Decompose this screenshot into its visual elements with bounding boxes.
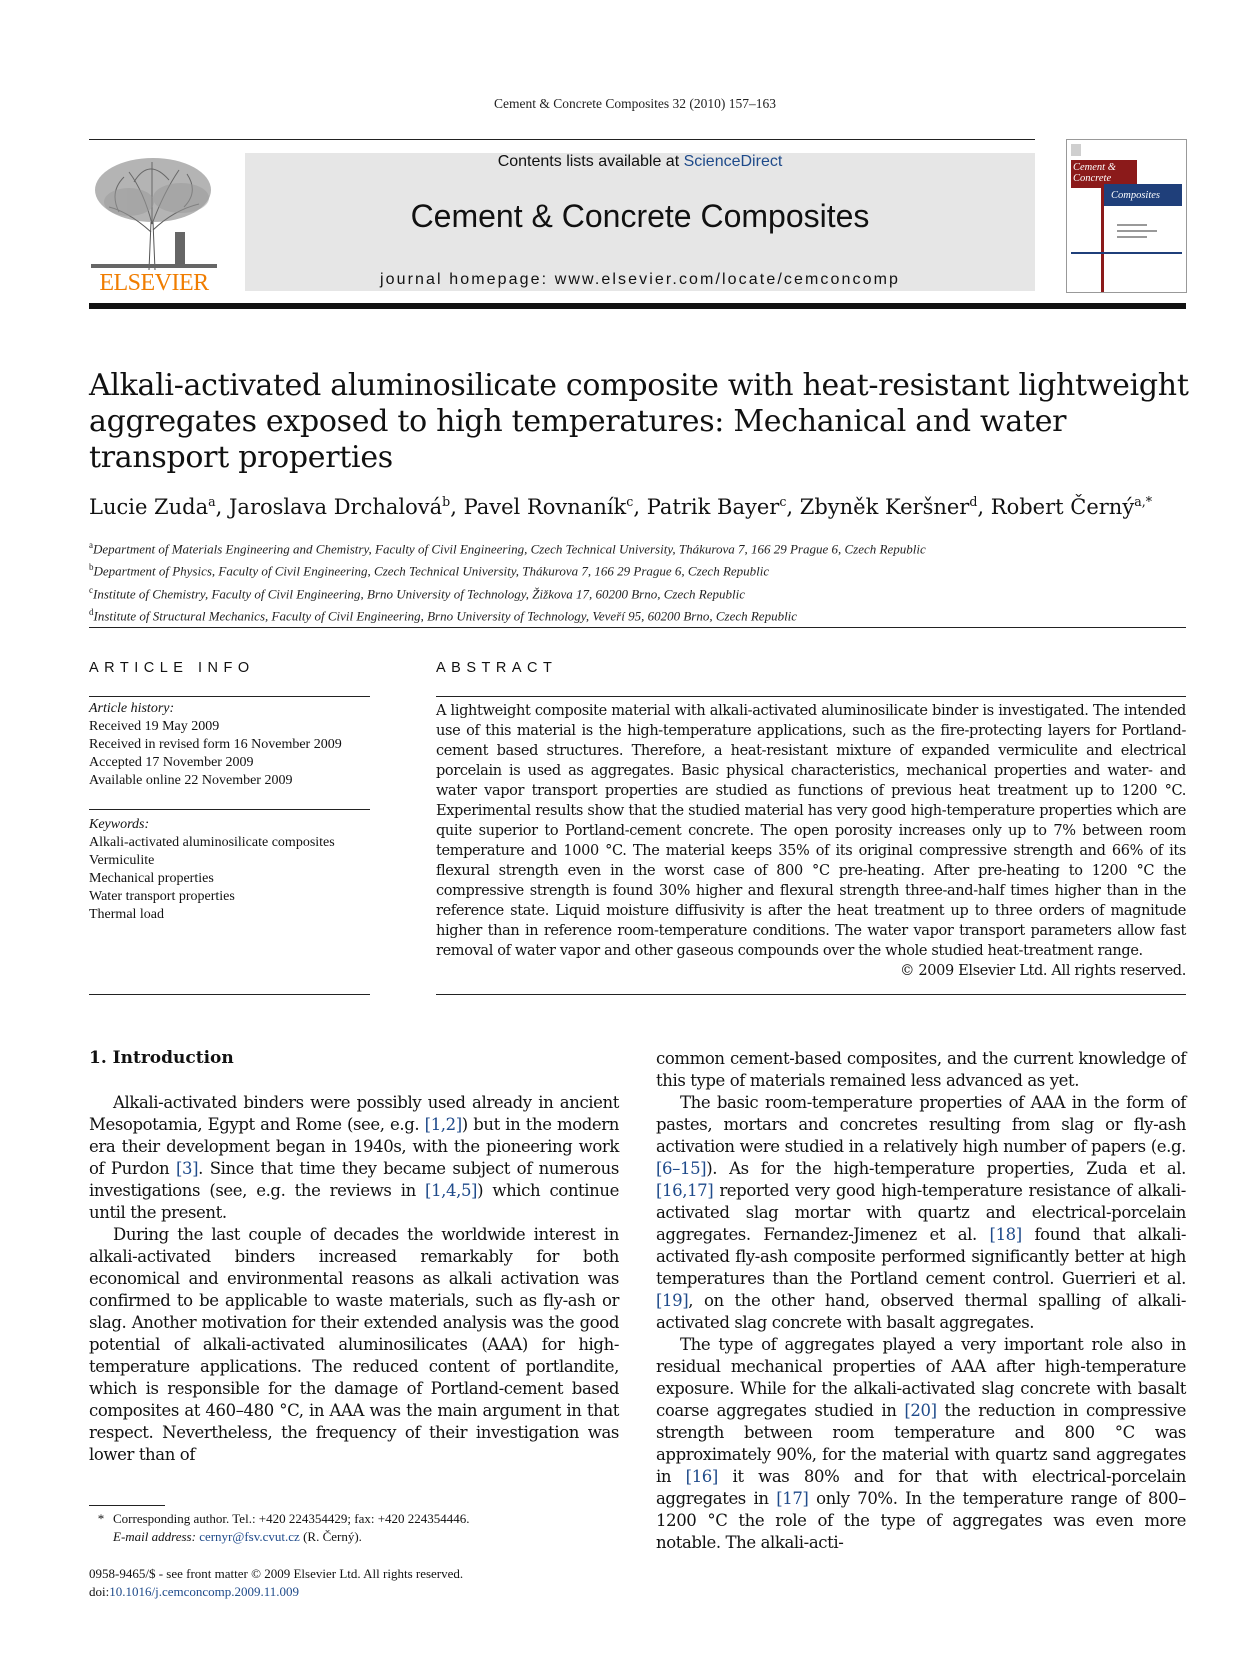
- reference-link[interactable]: [1,4,5]: [425, 1181, 478, 1200]
- article-info-heading: ARTICLE INFO: [89, 660, 255, 676]
- history-label: Article history:: [89, 701, 175, 716]
- article-title: Alkali-activated aluminosilicate composite with heat-resistant lightweight aggregates exposed to high temperatures: Mechanical and water transport properties: [89, 368, 1189, 475]
- journal-name: Cement & Concrete Composites: [410, 198, 870, 234]
- abstract-copyright: © 2009 Elsevier Ltd. All rights reserved.: [900, 963, 1186, 979]
- page-footer: [89, 1565, 649, 1601]
- keyword: Mechanical properties: [89, 871, 214, 886]
- journal-homepage-link[interactable]: journal homepage: www.elsevier.com/locate/cemconcomp: [379, 271, 901, 288]
- section-heading-introduction: 1. Introduction: [89, 1048, 234, 1068]
- affiliation: $^a$Department of Materials Engineering and Chemistry, Faculty of Civil Engineering, Czech Technical University, Thákurova 7, 166 29 Prague 6, Czech Republic: [89, 540, 926, 557]
- info-rule: [89, 994, 370, 995]
- history-item: Accepted 17 November 2009: [89, 755, 254, 770]
- affiliation: $^b$Department of Physics, Faculty of Civil Engineering, Czech Technical University, Thákurova 7, 166 29 Prague 6, Czech Republic: [89, 562, 770, 579]
- cover-title-line3: Composites: [1111, 190, 1161, 201]
- author[interactable]: Lucie Zuda$^a$: [89, 494, 216, 519]
- reference-link[interactable]: [19]: [656, 1291, 689, 1310]
- reference-link[interactable]: [20]: [904, 1401, 937, 1420]
- reference-link[interactable]: [6–15]: [656, 1159, 707, 1178]
- tree-icon: [89, 152, 219, 272]
- footnote-rule: [89, 1505, 165, 1506]
- history-item: Received in revised form 16 November 2009: [89, 737, 342, 752]
- affiliation: $^c$Institute of Chemistry, Faculty of Civil Engineering, Brno University of Technology, Žižkova 17, 60200 Brno, Czech Republic: [89, 584, 745, 601]
- reference-link[interactable]: [16]: [685, 1467, 718, 1486]
- keyword: Alkali-activated aluminosilicate composites: [89, 835, 335, 850]
- body-column-right: [656, 1048, 1186, 1554]
- section-rule: [89, 627, 1186, 628]
- author[interactable]: Jaroslava Drchalová$^b$: [229, 494, 451, 519]
- body-column-left: [89, 1092, 619, 1466]
- contents-line: [245, 153, 1035, 171]
- issn-line: 0958-9465/$ - see front matter © 2009 Elsevier Ltd. All rights reserved.: [89, 1566, 464, 1581]
- abstract-rule: [436, 696, 1186, 697]
- paragraph: The type of aggregates played a very important role also in residual mechanical properties of AAA after high-temperature exposure. While for the alkali-activated slag concrete with basalt coarse aggregates studied in [20] the reduction in compressive strength between room temperature and 800 °C was approximately 90%, for the material with quartz sand aggregates in [16] it was 80% and for that with electrical-porcelain aggregates in [17] only 70%. In the temperature range of 800–1200 °C the role of the type of aggregates was even more notable. The alkali-acti-: [656, 1335, 1186, 1552]
- footnote: [89, 1510, 629, 1546]
- keyword: Thermal load: [89, 907, 165, 922]
- keyword: Water transport properties: [89, 889, 235, 904]
- journal-banner: [245, 153, 1035, 291]
- email-link[interactable]: cernyr@fsv.cvut.cz: [199, 1529, 300, 1544]
- author[interactable]: Patrik Bayer$^c$: [646, 494, 787, 519]
- reference-link[interactable]: [16,17]: [656, 1181, 714, 1200]
- reference-link[interactable]: [1,2]: [424, 1115, 462, 1134]
- footnote-corresponding: * Corresponding author. Tel.: +420 224354429; fax: +420 224354446.: [97, 1511, 470, 1526]
- paragraph: The basic room-temperature properties of AAA in the form of pastes, mortars and concretes resulting from slag or fly-ash activation were studied in a relatively high number of papers (e.g. [6–15]). As for the high-temperature properties, Zuda et al. [16,17] reported very good high-temperature resistance of alkali-activated slag mortar with quartz and electrical-porcelain aggregates. Fernandez-Jimenez et al. [18] found that alkali-activated fly-ash composite performed significantly better at high temperatures than the Portland cement control. Guerrieri et al. [19], on the other hand, observed thermal spalling of alkali-activated slag concrete with basalt aggregates.: [656, 1093, 1187, 1332]
- cover-title: [1073, 162, 1116, 184]
- keywords-label: Keywords:: [89, 817, 150, 832]
- history-item: Available online 22 November 2009: [89, 773, 293, 788]
- sciencedirect-link[interactable]: ScienceDirect: [683, 153, 783, 170]
- author[interactable]: Robert Černý$^{a,*}$: [990, 494, 1152, 519]
- footnote-email: E-mail address: cernyr@fsv.cvut.cz (R. Černý).: [113, 1529, 362, 1544]
- keyword: Vermiculite: [89, 853, 155, 868]
- author[interactable]: Pavel Rovnaník$^c$: [463, 494, 634, 519]
- reference-link[interactable]: [18]: [989, 1225, 1022, 1244]
- paragraph: common cement-based composites, and the current knowledge of this type of materials remained less advanced as yet.: [656, 1049, 1186, 1090]
- doi-link[interactable]: 10.1016/j.cemconcomp.2009.11.009: [109, 1584, 300, 1599]
- history-item: Received 19 May 2009: [89, 719, 220, 734]
- reference-link[interactable]: [3]: [175, 1159, 199, 1178]
- affiliation: $^d$Institute of Structural Mechanics, Faculty of Civil Engineering, Brno University of Technology, Veveří 95, 60200 Brno, Czech Republic: [89, 606, 798, 624]
- header-thick-rule: [89, 303, 1186, 309]
- doi-line: doi:10.1016/j.cemconcomp.2009.11.009: [89, 1584, 300, 1599]
- cover-title-line2: Concrete: [1073, 173, 1112, 184]
- cover-title-line1: Cement &: [1073, 162, 1116, 173]
- info-rule: [89, 696, 370, 697]
- reference-link[interactable]: [17]: [776, 1489, 809, 1508]
- keywords: [89, 816, 379, 924]
- author[interactable]: Zbyněk Keršner$^d$: [799, 494, 978, 519]
- abstract-text: A lightweight composite material with alkali-activated aluminosilicate binder is investigated. The intended use of this material is the high-temperature applications, such as the fire-protecting layers for Portland-cement based structures. Therefore, a heat-resistant mixture of expanded vermiculite and electrical porcelain is used as aggregates. Basic physical characteristics, mechanical properties and water- and water vapor transport properties are studied as functions of previous heat treatment up to 1200 °C. Experimental results show that the studied material has very good high-temperature properties which are quite superior to Portland-cement concrete. The open porosity increases only up to 7% between room temperature and 1000 °C. The material keeps 35% of its original compressive strength and 66% of its flexural strength even in the worst case of 800 °C pre-heating. After pre-heating to 1200 °C the compressive strength is found 30% higher and flexural strength three-and-half times higher than in the reference state. Liquid moisture diffusivity is after the heat treatment up to three orders of magnitude higher than in reference room-temperature conditions. The water vapor transport parameters allow fast removal of water vapor and other gaseous compounds over the whole studied heat-treatment range.: [436, 703, 1186, 959]
- contents-prefix: Contents lists available at: [497, 153, 684, 170]
- paragraph: Alkali-activated binders were possibly used already in ancient Mesopotamia, Egypt and Rome (see, e.g. [1,2]) but in the modern era their development began in 1940s, with the pioneering work of Purdon [3]. Since that time they became subject of numerous investigations (see, e.g. the reviews in [1,4,5]) which continue until the present.: [89, 1093, 620, 1222]
- elsevier-logo[interactable]: [89, 152, 219, 296]
- abstract-rule: [436, 994, 1186, 995]
- header-rule: [89, 139, 1035, 140]
- journal-cover[interactable]: [1066, 139, 1187, 293]
- article-history: [89, 700, 379, 790]
- journal-citation: Cement & Concrete Composites 32 (2010) 157–163: [494, 96, 776, 111]
- abstract-heading: ABSTRACT: [436, 660, 558, 676]
- abstract-body: [436, 701, 1186, 981]
- paragraph: During the last couple of decades the worldwide interest in alkali-activated binders increased remarkably for both economical and environmental reasons as alkali activation was confirmed to be applicable to waste materials, such as fly-ash or slag. Another motivation for their extended analysis was the good potential of alkali-activated aluminosilicates (AAA) for high-temperature applications. The reduced content of portlandite, which is responsible for the damage of Portland-cement based composites at 460–480 °C, in AAA was the main argument in that respect. Nevertheless, the frequency of their investigation was lower than of: [89, 1225, 619, 1464]
- publisher-name: ELSEVIER: [99, 270, 209, 296]
- author-list: Lucie Zuda$^a$, Jaroslava Drchalová$^b$, Pavel Rovnaník$^c$, Patrik Bayer$^c$, Zbyněk Keršner$^d$, Robert Černý$^{a,*}$: [89, 494, 1152, 519]
- info-rule: [89, 809, 370, 810]
- affiliations: [89, 536, 1189, 625]
